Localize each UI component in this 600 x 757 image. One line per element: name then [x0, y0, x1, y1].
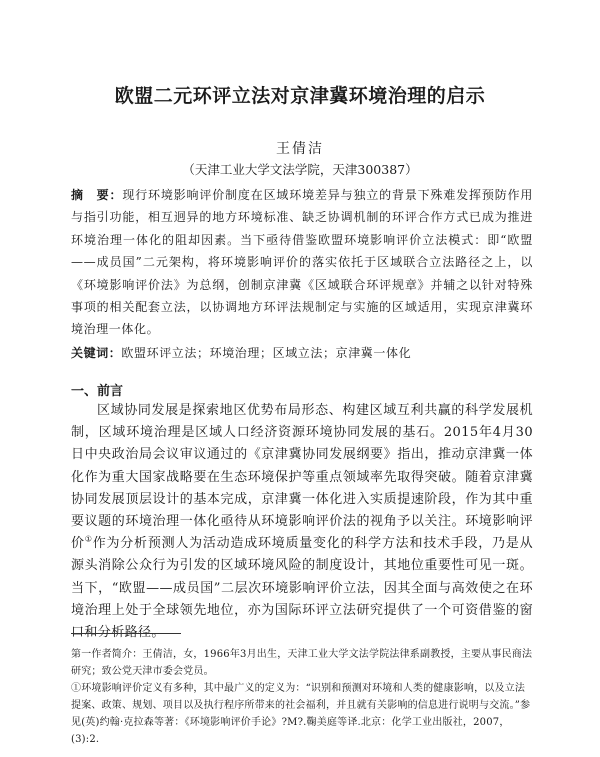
- footnote-reference[interactable]: ①: [84, 534, 93, 544]
- footnote-1: ①环境影响评价定义有多种，其中最广义的定义为：“识别和预测对环境和人类的健康影响，以及立法提案、政策、规划、项目以及执行程序所带来的社会福利，并且就有关影响的信息进行说明与交流。”参见(英)约翰·克拉森等著：《环境影响评价手论》?M?.鞠美庭等译.北京：化学工业出版社，2007，(3):2.: [71, 683, 531, 745]
- keywords-text: 欧盟环评立法；环境治理；区域立法；京津冀一体化: [121, 346, 412, 360]
- keywords: [71, 344, 533, 362]
- footnote-author-bio: 第一作者简介：王倩洁，女，1966年3月出生，天津工业大学文法学院法律系副教授，主要从事民商法研究；致公党天津市委会党员。: [71, 649, 533, 677]
- abstract-label: 摘 要：: [71, 188, 123, 202]
- paper-title: 欧盟二元环评立法对京津冀环境治理的启示: [114, 85, 486, 107]
- body-text-part-1: 区域协同发展是探索地区优势布局形态、构建区域互利共赢的科学发展机制，区域环境治理是区域人口经济资源环境协同发展的基石。2015年4月30日中央政治局会议审议通过的《京津冀协同发展纲要》指出，推动京津冀一体化作为重大国家战略要在生态环境保护等重点领域率先取得突破。随着京津冀协同发展顶层设计的基本完成，京津冀一体化进入实质提速阶段，作为其中重要议题的环境治理一体化亟待从环境影响评价法的视角予以关注。环境影响评价: [71, 403, 533, 552]
- body-paragraph: [71, 400, 533, 644]
- abstract-text: 现行环境影响评价制度在区域环境差异与独立的背景下殊难发挥预防作用与指引功能，相互迥异的地方环境标准、缺乏协调机制的环评合作方式已成为推进环境治理一体化的阻却因素。当下亟待借鉴欧盟环境影响评价立法模式：即“欧盟——成员国”二元架构，将环境影响评价的落实依托于区域联合立法路径之上，以《环境影响评价法》为总纲，创制京津冀《区域联合环评规章》并辅之以针对特殊事项的相关配套立法，以协调地方环评法规制定与实施的区域适用，实现京津冀环境治理一体化。: [71, 188, 533, 337]
- keywords-label: 关键词：: [71, 346, 122, 360]
- author-name: 王倩洁: [276, 141, 324, 157]
- footnote-divider: [71, 633, 181, 634]
- body-text-part-2: 作为分析预测人为活动造成环境质量变化的科学方法和技术手段，乃是从源头消除公众行为引发的区域环境风险的制度设计，其地位重要性可见一斑。当下，“欧盟——成员国”二层次环境影响评价立法，因其全面与高效使之在环境治理上处于全球领先地位，亦为国际环评立法研究提供了一个可资借鉴的窗口和分析路径。: [71, 536, 533, 641]
- abstract: [71, 184, 533, 341]
- section-heading-introduction: 一、前言: [71, 384, 124, 399]
- author-affiliation: （天津工业大学文法学院，天津300387）: [182, 162, 418, 177]
